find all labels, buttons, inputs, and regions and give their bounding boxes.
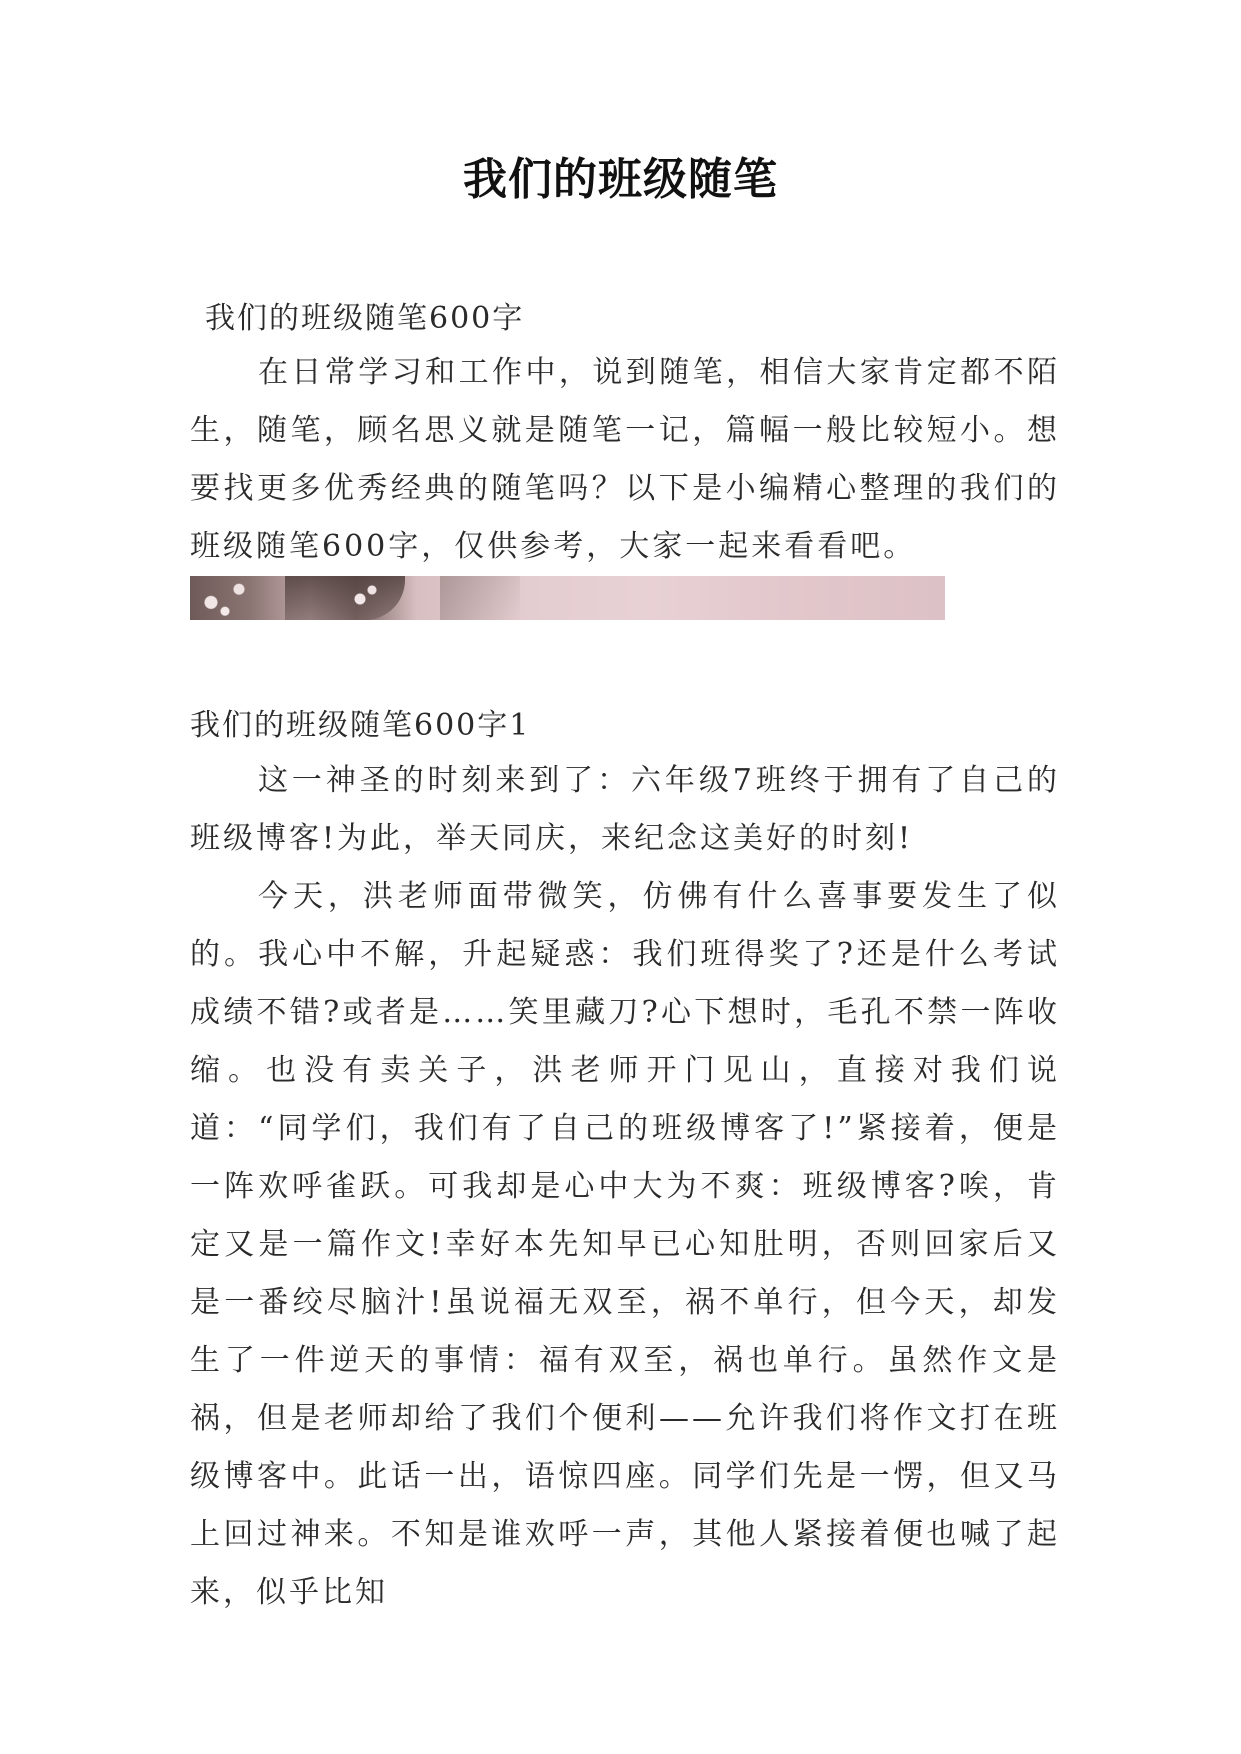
document-subtitle: 我们的班级随笔600字: [205, 301, 525, 336]
soft-blur: [440, 576, 520, 620]
decorative-banner-image: [190, 576, 945, 620]
document-title: 我们的班级随笔: [463, 154, 778, 205]
section-body: [190, 752, 1060, 1622]
intro-paragraph: 在日常学习和工作中，说到随笔，相信大家肯定都不陌生，随笔，顾名思义就是随笔一记，篇幅一般比较短小。想要找更多优秀经典的随笔吗？以下是小编精心整理的我们的班级随笔600字，仅供参考，大家一起来看看吧。: [190, 355, 1060, 564]
section-heading: 我们的班级随笔600字1: [190, 708, 531, 743]
intro-block: [190, 344, 1060, 576]
body-paragraph: 今天，洪老师面带微笑，仿佛有什么喜事要发生了似的。我心中不解，升起疑惑：我们班得奖了?还是什么考试成绩不错?或者是……笑里藏刀?心下想时，毛孔不禁一阵收缩。也没有卖关子，洪老师开门见山，直接对我们说道：“同学们，我们有了自己的班级博客了!”紧接着，便是一阵欢呼雀跃。可我却是心中大为不爽：班级博客?唉，肯定又是一篇作文!幸好本先知早已心知肚明，否则回家后又是一番绞尽脑汁!虽说福无双至，祸不单行，但今天，却发生了一件逆天的事情：福有双至，祸也单行。虽然作文是祸，但是老师却给了我们个便利——允许我们将作文打在班级博客中。此话一出，语惊四座。同学们先是一愣，但又马上回过神来。不知是谁欢呼一声，其他人紧接着便也喊了起来，似乎比知: [190, 879, 1060, 1610]
blossom-cluster: [340, 584, 380, 614]
blossom-cluster: [190, 576, 260, 620]
body-paragraph: 这一神圣的时刻来到了：六年级7班终于拥有了自己的班级博客!为此，举天同庆，来纪念这美好的时刻!: [190, 763, 1060, 856]
